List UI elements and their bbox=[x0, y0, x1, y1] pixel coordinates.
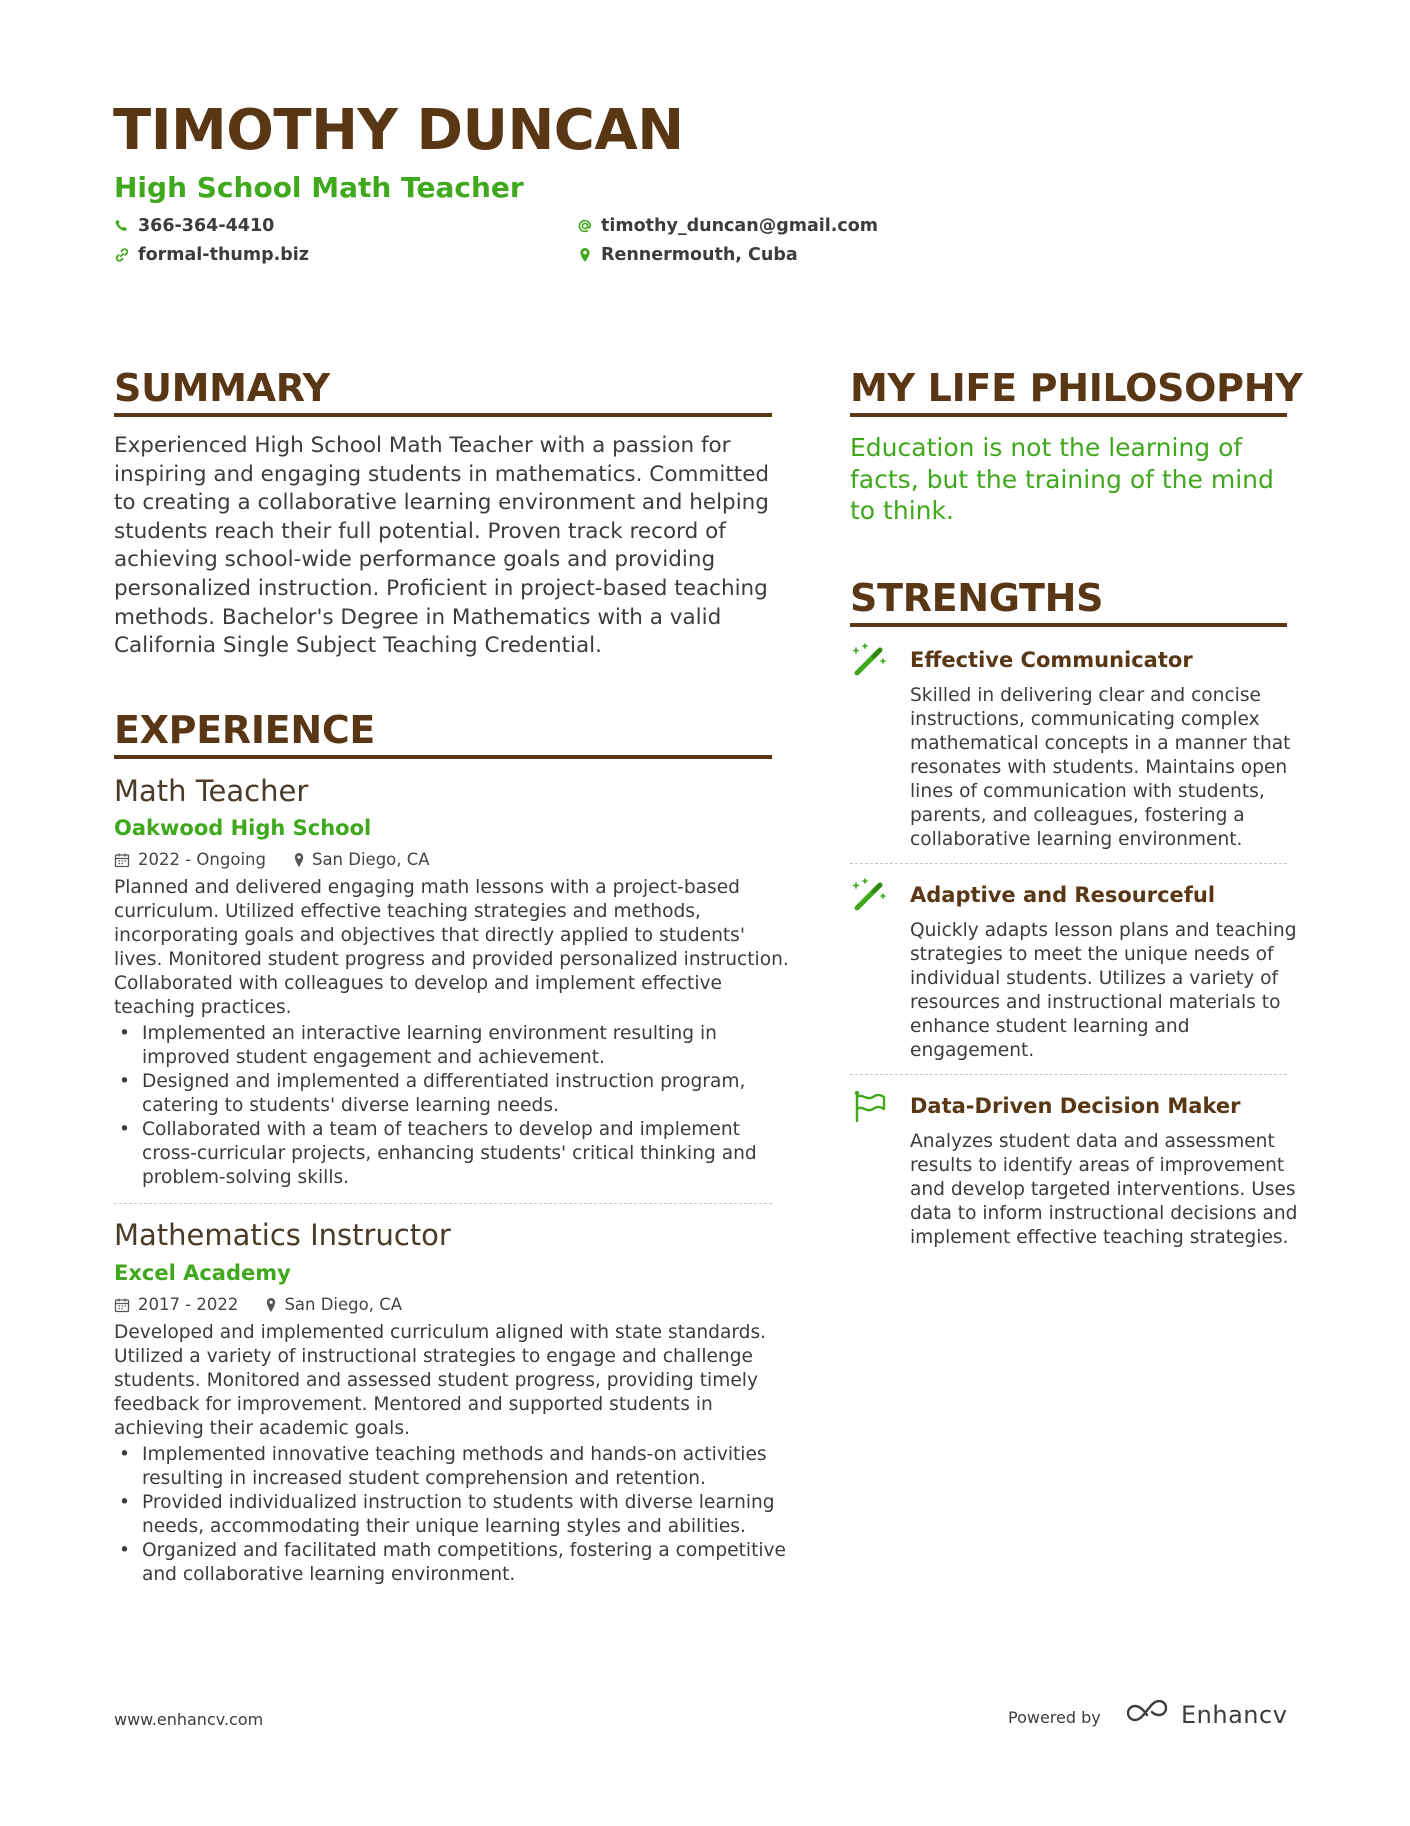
contact-website[interactable] bbox=[114, 245, 309, 265]
strength-separator bbox=[850, 1074, 1287, 1075]
calendar-icon bbox=[114, 1297, 130, 1313]
job-description: Developed and implemented curriculum aligned with state standards. Utilized a variety of instructional strategies to engage and challenge students. Monitored and assessed student progress, providing timely feedback for improvement. Mentored and supported students in achieving their academic goals. bbox=[114, 1322, 767, 1439]
job-dates: 2017 - 2022 bbox=[138, 1295, 239, 1314]
location-pin-icon bbox=[292, 852, 306, 868]
philosophy-quote: Education is not the learning of facts, but the training of the mind to think. bbox=[850, 433, 1274, 525]
strength-description: Analyzes student data and assessment results to identify areas of improvement and develop targeted interventions. Uses data to inform instructional decisions and implement effective teaching strategies. bbox=[910, 1131, 1298, 1248]
phone-text: 366-364-4410 bbox=[138, 216, 275, 236]
job-dates: 2022 - Ongoing bbox=[138, 850, 266, 869]
link-icon bbox=[114, 247, 130, 263]
footer-url[interactable]: www.enhancv.com bbox=[114, 1710, 264, 1729]
philosophy-divider bbox=[850, 413, 1287, 417]
magic-wand-icon bbox=[852, 642, 888, 678]
job-achievements bbox=[114, 1443, 794, 1587]
enhancv-logo-icon bbox=[1127, 1700, 1173, 1730]
strength-title: Effective Communicator bbox=[910, 648, 1193, 672]
strengths-heading: STRENGTHS bbox=[850, 576, 1104, 620]
philosophy-heading: MY LIFE PHILOSOPHY bbox=[850, 366, 1303, 410]
achievement-item: • Implemented innovative teaching methods and hands-on activities resulting in increased student comprehension and retention. bbox=[114, 1443, 794, 1491]
achievement-item: • Collaborated with a team of teachers to develop and implement cross-curricular projects, enhancing students' critical thinking and problem-solving skills. bbox=[114, 1118, 794, 1190]
location-text: Rennermouth, Cuba bbox=[601, 245, 798, 265]
candidate-title: High School Math Teacher bbox=[114, 171, 524, 204]
email-text[interactable]: timothy_duncan@gmail.com bbox=[601, 216, 879, 236]
calendar-icon bbox=[114, 852, 130, 868]
strength-separator bbox=[850, 863, 1287, 864]
contact-email[interactable] bbox=[577, 216, 878, 236]
job-company: Excel Academy bbox=[114, 1261, 291, 1285]
experience-divider bbox=[114, 755, 772, 759]
powered-by-text: Powered by bbox=[1008, 1708, 1101, 1727]
job-location: San Diego, CA bbox=[284, 1295, 403, 1314]
at-icon bbox=[577, 218, 593, 234]
website-text[interactable]: formal-thump.biz bbox=[138, 245, 309, 265]
job-meta bbox=[114, 1295, 402, 1314]
brand-name: Enhancv bbox=[1181, 1701, 1288, 1729]
job-separator bbox=[114, 1203, 772, 1204]
magic-wand-icon bbox=[852, 877, 888, 913]
strength-description: Quickly adapts lesson plans and teaching strategies to meet the unique needs of individual students. Utilizes a variety of resources and instructional materials to enhance student learning and engagement. bbox=[910, 920, 1297, 1061]
strength-title: Data-Driven Decision Maker bbox=[910, 1094, 1241, 1118]
phone-icon bbox=[114, 218, 130, 234]
summary-text: Experienced High School Math Teacher with a passion for inspiring and engaging students in mathematics. Committed to creating a collaborative learning environment and helping students reach their full potential. Proven track record of achieving school-wide performance goals and providing personalized instruction. Proficient in project-based teaching methods. Bachelor's Degree in Mathematics with a valid California Single Subject Teaching Credential. bbox=[114, 433, 770, 659]
flag-icon bbox=[852, 1089, 888, 1125]
strength-description: Skilled in delivering clear and concise instructions, communicating complex mathematical concepts in a manner that resonates with students. Maintains open lines of communication with students, parents, and colleagues, fostering a collaborative learning environment. bbox=[910, 685, 1291, 850]
job-title: Mathematics Instructor bbox=[114, 1218, 451, 1252]
job-title: Math Teacher bbox=[114, 774, 309, 808]
strength-title: Adaptive and Resourceful bbox=[910, 883, 1216, 907]
summary-heading: SUMMARY bbox=[114, 366, 330, 410]
contact-phone bbox=[114, 216, 274, 236]
job-meta bbox=[114, 850, 430, 869]
candidate-name: TIMOTHY DUNCAN bbox=[113, 98, 684, 163]
job-description: Planned and delivered engaging math lessons with a project-based curriculum. Utilized effective teaching strategies and methods, incorporating goals and objectives that directly applied to students' lives. Monitored student progress and provided personalized instruction. Collaborated with colleagues to develop and implement effective teaching practices. bbox=[114, 877, 789, 1018]
location-pin-icon bbox=[577, 247, 593, 263]
achievement-item: • Designed and implemented a differentiated instruction program, catering to students' diverse learning needs. bbox=[114, 1070, 794, 1118]
experience-heading: EXPERIENCE bbox=[114, 708, 376, 752]
contact-location bbox=[577, 245, 798, 265]
job-company: Oakwood High School bbox=[114, 816, 372, 840]
achievement-item: • Implemented an interactive learning environment resulting in improved student engagement and achievement. bbox=[114, 1022, 794, 1070]
job-location: San Diego, CA bbox=[311, 850, 430, 869]
job-achievements bbox=[114, 1022, 794, 1190]
brand-logo[interactable] bbox=[1127, 1700, 1287, 1730]
summary-divider bbox=[114, 413, 772, 417]
achievement-item: • Organized and facilitated math competitions, fostering a competitive and collaborative learning environment. bbox=[114, 1539, 794, 1587]
achievement-item: • Provided individualized instruction to students with diverse learning needs, accommodating their unique learning styles and abilities. bbox=[114, 1491, 794, 1539]
strengths-divider bbox=[850, 623, 1287, 627]
location-pin-icon bbox=[264, 1297, 278, 1313]
